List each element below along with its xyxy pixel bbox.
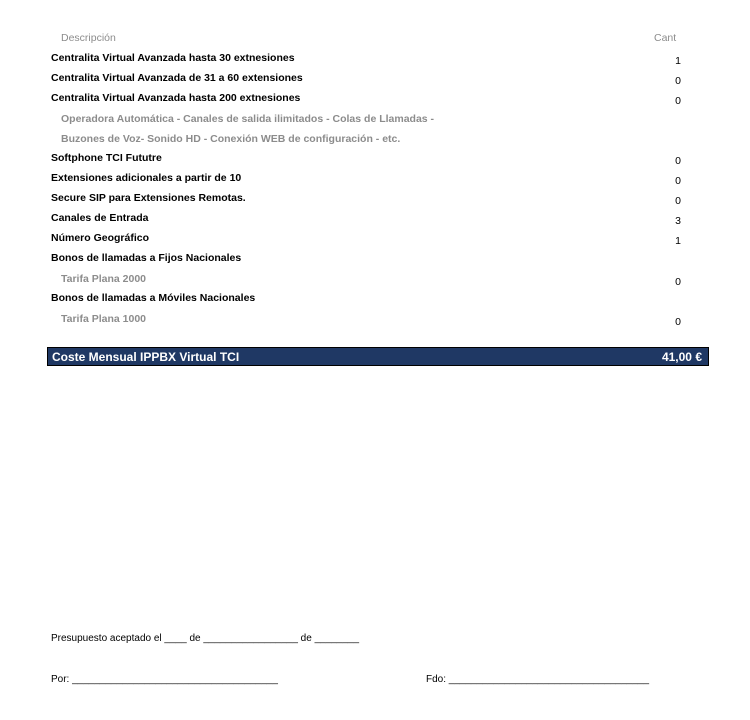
- fdo-line: Fdo: ____________________________________: [426, 674, 650, 685]
- line-item-qty: 0: [675, 175, 681, 187]
- line-item-qty: 1: [675, 235, 681, 247]
- line-item-row: [51, 170, 710, 190]
- line-item-qty: 0: [675, 316, 681, 328]
- line-item-label: Buzones de Voz- Sonido HD - Conexión WEB de configuración - etc.: [61, 133, 401, 145]
- line-item-label: Centralita Virtual Avanzada hasta 200 extnesiones: [51, 92, 301, 104]
- line-item-row: [51, 131, 710, 151]
- line-item-row: [51, 250, 710, 270]
- line-item-qty: 0: [675, 95, 681, 107]
- line-item-label: Softphone TCI Fututre: [51, 152, 162, 164]
- line-item-label: Bonos de llamadas a Móviles Nacionales: [51, 292, 256, 304]
- line-item-qty: 3: [675, 215, 681, 227]
- line-item-label: Centralita Virtual Avanzada hasta 30 extnesiones: [51, 52, 295, 64]
- line-item-label: Secure SIP para Extensiones Remotas.: [51, 192, 246, 204]
- line-item-row: [51, 271, 710, 291]
- line-item-row: [51, 111, 710, 131]
- line-item-label: Tarifa Plana 1000: [61, 313, 147, 325]
- header-desc: Descripción: [61, 32, 116, 44]
- line-item-row: [51, 90, 710, 110]
- total-bar: [47, 347, 709, 366]
- line-item-label: Canales de Entrada: [51, 212, 149, 224]
- line-item-label: Operadora Automática - Canales de salida ilimitados - Colas de Llamadas -: [61, 113, 435, 125]
- total-value: 41,00 €: [661, 350, 702, 364]
- line-item-qty: 0: [675, 75, 681, 87]
- line-item-row: [51, 210, 710, 230]
- line-item-label: Centralita Virtual Avanzada de 31 a 60 extensiones: [51, 72, 303, 84]
- line-item-qty: 0: [675, 155, 681, 167]
- line-item-row: [51, 70, 710, 90]
- line-item-row: [51, 190, 710, 210]
- line-item-qty: 0: [675, 276, 681, 288]
- total-label: Coste Mensual IPPBX Virtual TCI: [52, 350, 240, 364]
- line-item-label: Bonos de llamadas a Fijos Nacionales: [51, 252, 242, 264]
- line-item-row: [51, 311, 710, 331]
- line-item-row: [51, 150, 710, 170]
- line-item-qty: 1: [675, 55, 681, 67]
- line-item-label: Extensiones adicionales a partir de 10: [51, 172, 242, 184]
- header-cant: Cant: [654, 32, 677, 44]
- line-item-row: [51, 290, 710, 310]
- line-item-label: Tarifa Plana 2000: [61, 273, 147, 285]
- line-item-label: Número Geográfico: [51, 232, 150, 244]
- por-line: Por: _____________________________________: [51, 674, 278, 685]
- line-item-row: [51, 230, 710, 250]
- line-item-row: [51, 50, 710, 70]
- line-item-qty: 0: [675, 195, 681, 207]
- accepted-line: Presupuesto aceptado el ____ de _________________ de ________: [51, 633, 360, 644]
